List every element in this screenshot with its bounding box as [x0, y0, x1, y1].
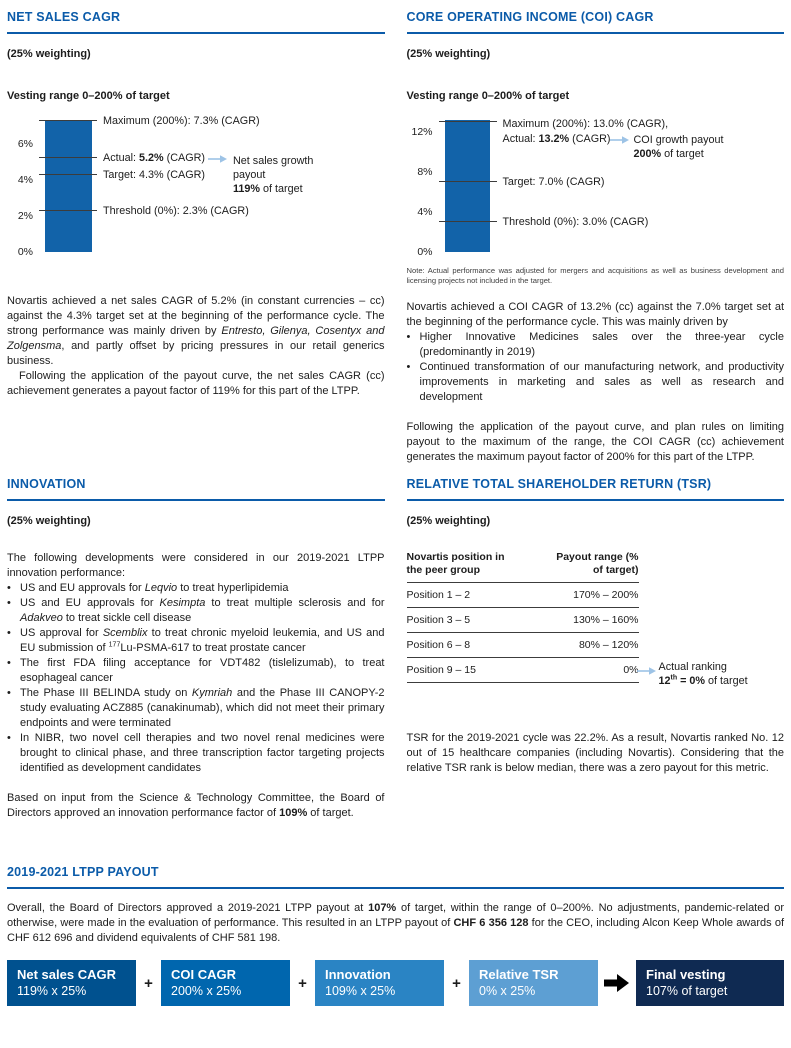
arrow-right-icon: [208, 154, 228, 164]
payout-annotation-line1: COI growth payout: [633, 134, 724, 146]
payout-annotation-line2: 119% of target: [233, 183, 303, 195]
tsr-title: RELATIVE TOTAL SHAREHOLDER RETURN (TSR): [407, 477, 785, 501]
tsr-header-position: Novartis position in the peer group: [406, 551, 505, 576]
coi-chart-footnote: Note: Actual performance was adjusted for mergers and acquisitions as well as business development and licensing projects not included in the target.: [406, 266, 784, 285]
target-gridline: [439, 181, 497, 182]
bullet-marker: •: [7, 687, 11, 699]
actual-label: Actual: 13.2% (CAGR): [502, 133, 611, 145]
payout-box-final-vesting: Final vesting 107% of target: [636, 960, 784, 1006]
coi-bullet: • Higher Innovative Medicines sales over the three-year cycle (predominantly in 2019): [406, 331, 784, 358]
coi-bar-chart: [407, 108, 785, 260]
innovation-bullet: • The Phase III BELINDA study on Kymriah and the Phase III CANOPY-2 study evaluating ACZ885 (canakinumab), which did not meet their primary endpoints and were terminated: [7, 687, 385, 729]
y-axis-tick: 4%: [17, 174, 33, 186]
net-sales-vesting-range: Vesting range 0–200% of target: [7, 90, 170, 102]
bullet-marker: •: [7, 627, 11, 639]
threshold-label: Threshold (0%): 2.3% (CAGR): [103, 205, 249, 217]
section-innovation: [7, 477, 385, 821]
ltpp-payout-title: 2019-2021 LTPP PAYOUT: [7, 865, 784, 889]
table-row: Position 3 – 5 130% – 160%: [407, 608, 639, 633]
actual-gridline: [39, 157, 97, 158]
annotation-line2: 12th = 0% of target: [658, 674, 748, 687]
coi-intro-paragraph: Novartis achieved a COI CAGR of 13.2% (cc) against the 7.0% target set at the beginning of the performance cycle. This was mainly driven by: [406, 301, 784, 328]
bullet-marker: •: [7, 657, 11, 669]
net-sales-weighting: (25% weighting): [7, 48, 91, 60]
section-net-sales-cagr: [7, 10, 385, 465]
row-innovation-tsr: [7, 477, 784, 821]
y-axis-tick: 6%: [17, 138, 33, 150]
section-ltpp-payout: [7, 865, 784, 1006]
plus-operator: +: [298, 974, 307, 992]
section-coi-cagr: [407, 10, 785, 465]
net-sales-paragraph-2: Following the application of the payout curve, the net sales CAGR (cc) achievement generates a payout factor of 119% for this part of the LTPP.: [7, 370, 385, 397]
innovation-bullet: • US and EU approvals for Leqvio to treat hyperlipidemia: [7, 582, 289, 594]
bullet-marker: •: [406, 361, 411, 373]
bullet-marker: •: [406, 331, 411, 343]
payout-formula: [7, 960, 784, 1006]
payout-box-net-sales: Net sales CAGR 119% x 25%: [7, 960, 136, 1006]
tsr-actual-ranking-annotation: [659, 660, 748, 688]
threshold-label: Threshold (0%): 3.0% (CAGR): [502, 216, 649, 228]
payout-box-innovation: Innovation 109% x 25%: [315, 960, 444, 1006]
net-sales-bar-chart: [7, 108, 385, 260]
maximum-gridline: [39, 120, 97, 121]
maximum-gridline: [439, 121, 497, 122]
innovation-weighting: (25% weighting): [7, 515, 91, 527]
target-label: Target: 7.0% (CAGR): [502, 176, 605, 188]
ltpp-payout-paragraph: Overall, the Board of Directors approved a 2019-2021 LTPP payout at 107% of target, within the range of 0–200%. No adjustments, pandemic-related or otherwise, were made in the evaluation of performance. This resulted in an LTPP payout of CHF 6 356 128 for the CEO, including Alcon Keep Whole awards of CHF 612 696 and dividend equivalents of CHF 581 198.: [7, 902, 785, 944]
plus-operator: +: [452, 974, 461, 992]
y-axis-tick: 12%: [411, 126, 433, 138]
net-sales-paragraph-1: Novartis achieved a net sales CAGR of 5.2% (in constant currencies – cc) against the 4.3% target set at the beginning of the performance cycle. The strong performance was mainly driven by Entresto, Gilenya, Cosentyx and Zolgensma, and partly offset by pricing pressures in our retail generics business.: [7, 295, 385, 367]
coi-weighting: (25% weighting): [406, 48, 491, 60]
innovation-title: INNOVATION: [7, 477, 385, 501]
coi-vesting-range: Vesting range 0–200% of target: [406, 90, 570, 102]
performance-bar: [445, 120, 490, 252]
plus-operator: +: [144, 974, 153, 992]
maximum-label: Maximum (200%): 7.3% (CAGR): [103, 115, 260, 127]
innovation-bullet: • US approval for Scemblix to treat chronic myeloid leukemia, and US and EU submission of $^{177}$Lu-PSMA-617 to treat prostate cancer: [7, 627, 385, 654]
threshold-gridline: [439, 221, 497, 222]
arrow-right-icon: [598, 973, 636, 993]
net-sales-title: NET SALES CAGR: [7, 10, 385, 34]
y-axis-tick: 0%: [417, 246, 433, 258]
table-row: Position 1 – 2 170% – 200%: [407, 583, 639, 608]
bullet-marker: •: [7, 582, 11, 594]
maximum-label: Maximum (200%): 13.0% (CAGR),: [502, 118, 669, 130]
actual-label: Actual: 5.2% (CAGR): [103, 152, 206, 164]
innovation-bullet: • The first FDA filing acceptance for VDT482 (tislelizumab), to treat esophageal cancer: [7, 657, 385, 684]
coi-title: CORE OPERATING INCOME (COI) CAGR: [407, 10, 785, 34]
tsr-paragraph: TSR for the 2019-2021 cycle was 22.2%. As a result, Novartis ranked No. 12 out of 15 healthcare companies (including Novartis). Considering that the relative TSR rank is below median, there was a zero payout for this metric.: [406, 732, 784, 774]
y-axis-tick: 2%: [17, 210, 33, 222]
net-sales-payout-annotation: [233, 154, 331, 196]
tsr-table-header: [407, 551, 639, 583]
annotation-line1: Actual ranking: [658, 661, 727, 673]
row-charts: [7, 10, 784, 465]
tsr-table-area: [407, 551, 785, 701]
y-axis-tick: 8%: [417, 166, 433, 178]
payout-box-coi: COI CAGR 200% x 25%: [161, 960, 290, 1006]
coi-closing-paragraph: Following the application of the payout curve, and plan rules on limiting payout to the maximum of the range, the COI CAGR (cc) achievement generates the maximum payout factor of 200% for this part of the LTPP.: [406, 421, 784, 463]
bullet-marker: •: [7, 597, 11, 609]
innovation-bullet: • US and EU approvals for Kesimpta to treat multiple sclerosis and for Adakveo to treat sickle cell disease: [7, 597, 385, 624]
payout-annotation-line2: 200% of target: [633, 148, 704, 160]
arrow-right-icon: [610, 135, 630, 145]
tsr-payout-table: [407, 551, 639, 683]
innovation-closing-paragraph: Based on input from the Science & Technology Committee, the Board of Directors approved an innovation performance factor of 109% of target.: [7, 792, 385, 819]
performance-bar: [45, 121, 92, 252]
bullet-marker: •: [7, 732, 11, 744]
target-label: Target: 4.3% (CAGR): [103, 169, 206, 181]
payout-annotation-line1: Net sales growth payout: [233, 155, 314, 181]
table-row: Position 9 – 15 0%: [407, 658, 639, 683]
arrow-right-icon: [637, 666, 657, 676]
table-row: Position 6 – 8 80% – 120%: [407, 633, 639, 658]
innovation-bullet: • In NIBR, two novel cell therapies and two novel renal medicines were brought to clinical phase, and three transcription factor targeting projects identified as development candidates: [7, 732, 385, 774]
innovation-intro: The following developments were considered in our 2019-2021 LTPP innovation performance:: [7, 552, 385, 579]
threshold-gridline: [39, 210, 97, 211]
payout-box-relative-tsr: Relative TSR 0% x 25%: [469, 960, 598, 1006]
target-gridline: [39, 174, 97, 175]
coi-payout-annotation: [634, 133, 744, 161]
y-axis-tick: 4%: [417, 206, 433, 218]
y-axis-tick: 0%: [17, 246, 33, 258]
section-relative-tsr: [407, 477, 785, 821]
coi-bullet: • Continued transformation of our manufacturing network, and productivity improvements in marketing and sales as well as research and development: [406, 361, 784, 403]
tsr-weighting: (25% weighting): [406, 515, 491, 527]
tsr-header-payout: Payout range (% of target): [556, 551, 639, 576]
